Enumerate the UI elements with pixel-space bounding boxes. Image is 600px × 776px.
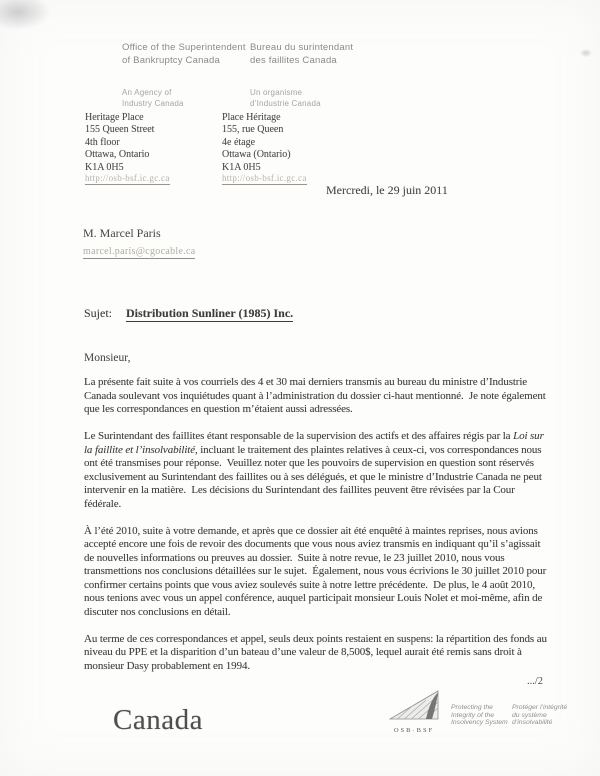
address-en-line: Heritage Place [85,112,144,123]
osb-bsf-logo [389,690,439,734]
agency-note-french-line1: Un organisme [250,88,303,97]
tagline-en-line2: Integrity of the [451,711,495,719]
recipient-block [83,226,195,259]
address-fr-line: Ottawa (Ontario) [222,149,291,161]
salutation: Monsieur, [84,352,131,364]
tagline-french [512,704,582,727]
address-fr-line: 155, rue Queen [222,124,284,136]
canada-wordmark: Canada [113,704,203,736]
recipient-email: marcel.paris@cgocable.ca [83,246,196,257]
address-french [222,112,291,174]
department-name-english [122,41,246,67]
letter-date: Mercredi, le 29 juin 2011 [326,183,448,197]
agency-note-english [122,88,184,109]
address-en-line: 4th floor [85,136,120,148]
tagline-en-line3: Insolvency System [451,719,508,727]
agency-note-french [250,88,321,109]
recipient-name: M. Marcel Paris [83,226,161,240]
page-continuation-marker: .../2 [527,676,544,687]
address-fr-line: 4e étage [222,136,256,148]
osb-bsf-logo-text: OSB·BSF [393,727,435,734]
osb-sail-triangle-icon [389,690,439,721]
agency-note-english-line2: Industry Canada [122,98,184,108]
address-english [85,112,154,174]
address-fr-line: Place Héritage [222,112,281,123]
department-name-english-line2: of Bankruptcy Canada [122,55,221,66]
address-en-line: Ottawa, Ontario [85,149,150,161]
subject-line [84,306,293,321]
tagline-fr-line1: Protéger l’intégrité [512,704,568,711]
address-en-line: 155 Queen Street [85,124,155,136]
address-en-line: K1A 0H5 [85,161,124,173]
website-url-english: http://osb-bsf.ic.gc.ca [85,173,170,183]
tagline-fr-line2: du système [512,711,547,719]
department-name-french-line1: Bureau du surintendant [250,42,354,53]
address-fr-line: K1A 0H5 [222,161,261,173]
tagline-english [451,704,509,727]
subject-text: Distribution Sunliner (1985) Inc. [126,306,294,320]
paragraph-2-pre: Le Surintendant des faillites étant responsable de la supervision des actifs et des affaires régis par la [84,430,514,442]
paragraph-2-statute-title: Loi sur la faillite et l’insolvabilité [84,430,547,456]
department-name-english-line1: Office of the Superintendent [122,42,246,53]
agency-note-french-line2: d’Industrie Canada [250,98,321,108]
body-paragraph-4: Au terme de ces correspondances et appel, seuls deux points restaient en suspens: la répartition des fonds au niveau du PPE et la disparition d’un bateau d’une valeur de 8,500$, lequel aurait été remis sans droit à monsieur Dasy probablement en 1994. [84,632,550,672]
tagline-fr-line3: d’insolvabilité [512,719,553,727]
paragraph-2-post: , incluant le traitement des plaintes relatives à ceux-ci, vos correspondances nous ont été transmises pour réponse. Veuillez noter que les pouvoirs de supervision en question sont réservés exclusivement au Surintendant des faillites ou à ses délégués, et que le ministre d’Industrie Canada ne peut intervenir en la matière. Les décisions du Surintendant des faillites peuvent être révisées par la Cour fédérale. [84,443,545,510]
subject-label: Sujet: [84,306,113,320]
department-name-french-line2: des faillites Canada [250,55,337,66]
body-paragraph-2 [84,430,548,511]
body-paragraph-1: La présente fait suite à vos courriels des 4 et 30 mai derniers transmis au bureau du ministre d’Industrie Canada soulevant vos inquiétudes quant à l’administration du dossier ci-haut mentionné. Je note également que les correspondances en question m’étaient aussi adressées. [84,376,549,415]
department-name-french [250,41,353,67]
website-url-french: http://osb-bsf.ic.gc.ca [222,173,307,183]
letter-body [84,376,548,687]
tagline-en-line1: Protecting the [451,704,493,711]
body-paragraph-3: À l’été 2010, suite à votre demande, et après que ce dossier ait été enquêté à maintes reprises, nous avions accepté encore une fois de revoir des documents que vous nous aviez transmis en indiquant qu’il s’agissait de nouvelles informations ou preuves au dossier. Suite à notre revue, le 23 juillet 2010, nous vous transmettions nos conclusions détaillées sur le sujet. Également, nous vous écrivions le 30 juillet 2010 pour confirmer certains points que vous aviez soulevés suite à notre lettre précédente. De plus, le 4 août 2010, nous tenions avec vous un appel conférence, auquel participait monsieur Louis Nolet et moi-même, afin de discuter nos conclusions en détail. [84,524,549,618]
agency-note-english-line1: An Agency of [122,88,172,97]
